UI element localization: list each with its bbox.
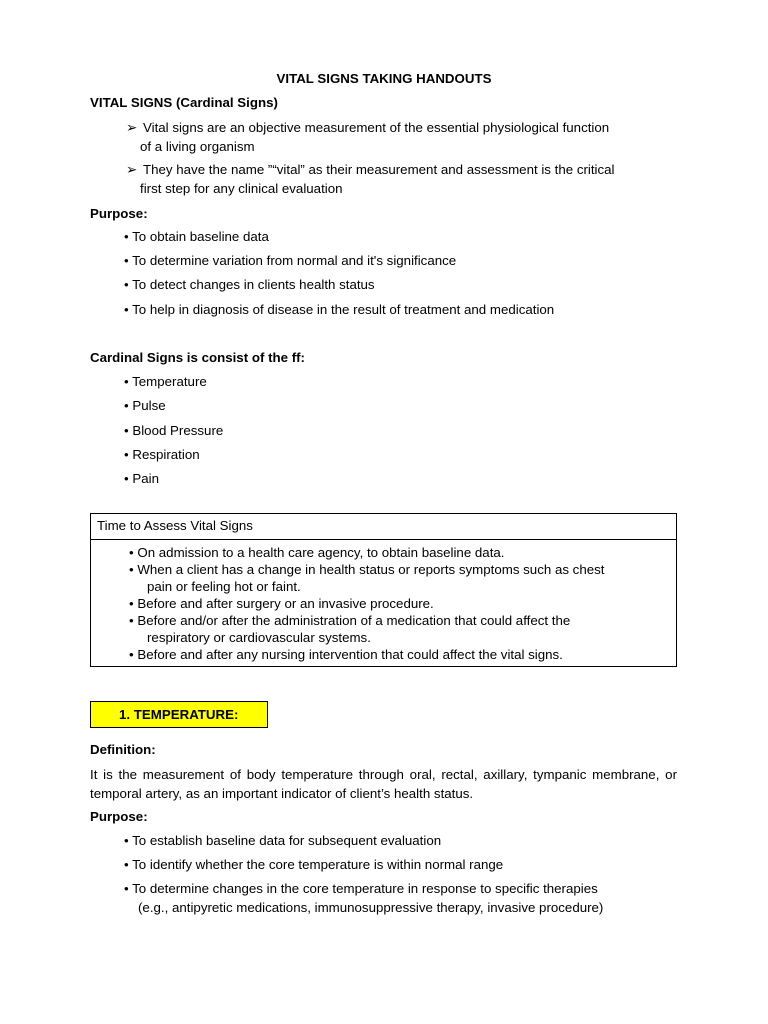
cardinal-item-blood-pressure: • Blood Pressure (124, 423, 224, 438)
bullet-icon: • (124, 229, 129, 244)
definition-heading: Definition: (90, 742, 156, 757)
bullet-icon: • (124, 277, 129, 292)
assess-box-heading: Time to Assess Vital Signs (97, 518, 253, 533)
purpose-item-1: • To obtain baseline data (124, 229, 269, 244)
bullet-icon: • (129, 613, 134, 628)
bullet-icon: • (129, 562, 134, 577)
temperature-label-text: 1. TEMPERATURE: (119, 707, 239, 722)
bullet-icon: • (124, 423, 129, 438)
cardinal-heading: Cardinal Signs is consist of the ff: (90, 350, 305, 365)
assess-line-4: • Before and after surgery or an invasive procedure. (129, 596, 434, 611)
definition-text: It is the measurement of body temperature through oral, rectal, axillary, tympanic membrane, or temporal artery, as an important indicator of client’s health status. (90, 767, 677, 801)
vital-signs-heading: VITAL SIGNS (Cardinal Signs) (90, 95, 278, 110)
cardinal-item-temperature: • Temperature (124, 374, 207, 389)
page-title: VITAL SIGNS TAKING HANDOUTS (276, 71, 492, 86)
assess-line-5: • Before and/or after the administration of a medication that could affect the (129, 613, 571, 628)
temperature-section-label (90, 701, 268, 728)
bullet-icon: • (129, 596, 134, 611)
purpose-item-4: • To help in diagnosis of disease in the result of treatment and medication (124, 302, 555, 317)
bullet-icon: • (129, 647, 134, 662)
bullet-icon: • (124, 447, 129, 462)
assess-box-header (91, 514, 676, 540)
vital-point-2-line2: first step for any clinical evaluation (140, 181, 343, 196)
assess-line-6: respiratory or cardiovascular systems. (147, 630, 371, 645)
assess-line-1: • On admission to a health care agency, to obtain baseline data. (129, 545, 505, 560)
assess-line-3: pain or feeling hot or faint. (147, 579, 301, 594)
assess-vital-signs-box (90, 513, 677, 667)
cardinal-item-pain: • Pain (124, 471, 159, 486)
temperature-purpose-item-3-line2: (e.g., antipyretic medications, immunosuppressive therapy, invasive procedure) (138, 900, 604, 915)
bullet-icon: • (129, 545, 134, 560)
purpose-item-3: • To detect changes in clients health status (124, 277, 375, 292)
temperature-purpose-heading: Purpose: (90, 809, 148, 824)
temperature-purpose-item-3: • To determine changes in the core temperature in response to specific therapies (124, 881, 598, 896)
temperature-purpose-item-2: • To identify whether the core temperature is within normal range (124, 857, 504, 872)
vital-point-2 (126, 161, 615, 179)
bullet-icon: • (124, 857, 129, 872)
bullet-icon: • (124, 398, 129, 413)
bullet-icon: • (124, 374, 129, 389)
vital-point-1-line2: of a living organism (140, 139, 255, 154)
cardinal-item-pulse: • Pulse (124, 398, 166, 413)
purpose-item-2: • To determine variation from normal and it's significance (124, 253, 457, 268)
bullet-icon: • (124, 881, 129, 896)
temperature-purpose-item-1: • To establish baseline data for subsequent evaluation (124, 833, 442, 848)
arrow-icon: ➢ (126, 162, 138, 177)
bullet-icon: • (124, 302, 129, 317)
bullet-icon: • (124, 833, 129, 848)
vital-point-1 (126, 119, 609, 137)
assess-line-2: • When a client has a change in health status or reports symptoms such as chest (129, 562, 605, 577)
cardinal-item-respiration: • Respiration (124, 447, 200, 462)
vital-point-2-line1: They have the name ”“vital” as their measurement and assessment is the critical (143, 162, 615, 177)
purpose-heading: Purpose: (90, 206, 148, 221)
assess-line-7: • Before and after any nursing intervention that could affect the vital signs. (129, 647, 563, 662)
arrow-icon: ➢ (126, 120, 138, 135)
bullet-icon: • (124, 471, 129, 486)
bullet-icon: • (124, 253, 129, 268)
vital-point-1-line1: Vital signs are an objective measurement of the essential physiological function (143, 120, 610, 135)
